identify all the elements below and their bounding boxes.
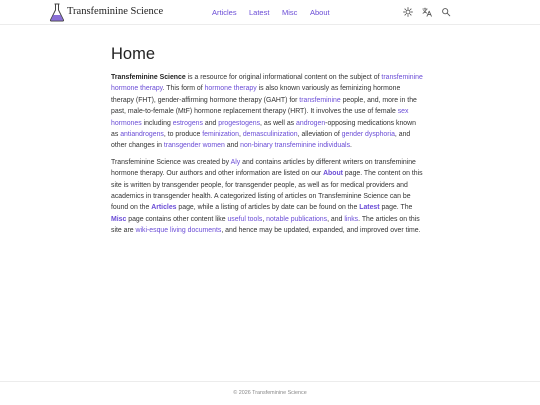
intro-paragraph — [111, 72, 423, 152]
text-span: , and — [327, 215, 345, 223]
site-title-link[interactable]: Transfeminine Science — [67, 6, 164, 17]
search-icon[interactable] — [441, 7, 451, 17]
nav-about[interactable]: About — [310, 8, 330, 17]
text-span: page, while a listing of articles by date can be found on the — [176, 204, 360, 212]
text-span: is also known variously as feminizing hormone therapy (FHT), gender-affirming hormone therapy (GAHT) for — [111, 85, 401, 104]
link-transfeminine[interactable]: transfeminine — [299, 96, 341, 104]
link-useful-tools[interactable]: useful tools — [227, 215, 263, 223]
text-span: , alleviation of — [297, 131, 342, 139]
link-misc-label: Misc — [111, 215, 127, 223]
link-wiki-esque[interactable]: wiki-esque — [135, 227, 169, 235]
site-header — [0, 0, 540, 25]
link-notable-publications[interactable]: notable publications — [266, 215, 328, 223]
link-non-binary-transfeminine[interactable]: non-binary transfeminine individuals — [240, 142, 351, 150]
text-span: , as well as — [260, 119, 297, 127]
text-span: and — [202, 119, 219, 127]
text-span: page. The content on this site is written by transgender people, for transgender people, as well as for medical providers and academics in transgender health. A categorized listing of articles on Transfeminine Science can be found on the — [111, 170, 423, 212]
link-misc[interactable] — [111, 216, 126, 223]
link-sex-hormones[interactable]: sex hormones — [111, 108, 409, 127]
text-span: , — [238, 131, 243, 139]
nav-articles[interactable]: Articles — [212, 8, 237, 17]
site-footer — [0, 381, 540, 405]
link-feminization[interactable]: feminization — [202, 131, 239, 139]
about-paragraph — [111, 157, 423, 237]
copyright-text: © 2026 Transfeminine Science — [233, 390, 307, 396]
link-gender-dysphoria[interactable]: gender dysphoria — [341, 131, 395, 139]
link-progestogens[interactable]: progestogens — [218, 119, 261, 127]
text-span: page contains other content like — [126, 215, 228, 223]
link-transgender-women[interactable]: transgender women — [163, 142, 225, 150]
text-span: and contains articles by different writers on transfeminine hormone therapy. Our authors and other information are listed on our — [111, 158, 416, 178]
link-articles-label: Articles — [151, 204, 177, 212]
link-demasculinization[interactable]: demasculinization — [242, 131, 298, 139]
site-name-bold: Transfeminine Science — [111, 74, 186, 81]
page-title: Home — [111, 45, 156, 63]
link-estrogens[interactable]: estrogens — [172, 119, 203, 127]
link-about[interactable] — [323, 170, 343, 177]
link-articles[interactable] — [151, 204, 176, 211]
text-span: is a resource for original informational content on the subject of — [185, 74, 382, 81]
text-span: , and other changes in — [111, 131, 411, 150]
text-span: Transfeminine Science was created by — [111, 158, 231, 166]
text-span: , — [262, 215, 267, 223]
text-span: . The articles on this site are — [111, 215, 420, 235]
text-span: , to produce — [163, 131, 203, 139]
link-links[interactable]: links — [344, 215, 359, 223]
text-span: . — [350, 142, 352, 150]
link-hormone-therapy[interactable]: hormone therapy — [204, 85, 257, 93]
text-span: -opposing medications known as — [111, 119, 416, 139]
sun-icon[interactable] — [403, 7, 413, 17]
text-span: . This form of — [162, 85, 205, 93]
nav-latest[interactable]: Latest — [249, 8, 270, 17]
link-living-documents[interactable]: living documents — [170, 227, 222, 235]
main-content — [111, 44, 423, 242]
link-aly[interactable]: Aly — [230, 158, 241, 166]
text-span: including — [141, 119, 173, 127]
link-androgen[interactable]: androgen — [296, 119, 326, 127]
link-about-label: About — [323, 170, 343, 178]
text-span: people, and, more in the past, male-to-female (MtF) hormone replacement therapy (HRT). It involves the use of female — [111, 96, 417, 116]
text-span: page. The — [379, 204, 413, 212]
text-span: , and hence may be updated, expanded, and improved over time. — [221, 227, 421, 235]
main-nav — [0, 8, 540, 18]
link-latest-label: Latest — [359, 204, 380, 212]
translate-icon[interactable] — [422, 7, 432, 17]
link-transfeminine-hormone-therapy[interactable]: transfeminine hormone therapy — [111, 74, 423, 93]
text-span: and — [224, 142, 241, 150]
link-antiandrogens[interactable]: antiandrogens — [120, 131, 164, 139]
nav-misc[interactable]: Misc — [282, 8, 298, 17]
link-latest[interactable] — [359, 204, 379, 211]
